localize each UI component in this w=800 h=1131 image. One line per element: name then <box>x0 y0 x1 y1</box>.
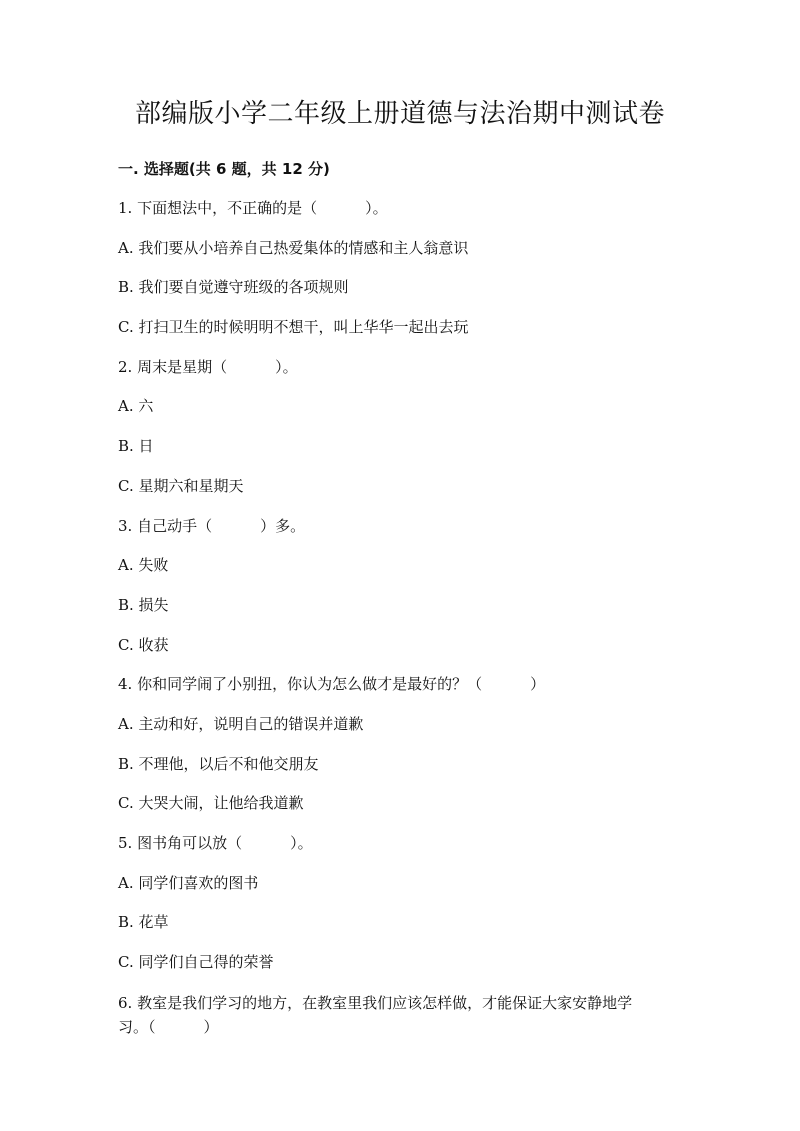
question-3-option-b: B. 损失 <box>118 595 169 614</box>
question-2-option-a: A. 六 <box>118 397 154 416</box>
question-2-option-c: C. 星期六和星期天 <box>118 476 244 495</box>
question-stem-text: 习。（ <box>118 1017 156 1036</box>
question-3-option-a: A. 失败 <box>118 556 169 575</box>
question-stem-line2 <box>118 1015 682 1039</box>
question-1-stem <box>118 197 682 219</box>
question-4-option-b: B. 不理他，以后不和他交朋友 <box>118 754 319 773</box>
question-stem-text: ）。 <box>365 199 388 217</box>
question-stem-text: ） <box>203 1017 219 1036</box>
question-stem-text: 4. 你和同学闹了小别扭，你认为怎么做才是最好的？（ <box>118 675 483 694</box>
question-5-option-b: B. 花草 <box>118 913 169 932</box>
page-title: 部编版小学二年级上册道德与法治期中测试卷 <box>134 99 665 129</box>
question-4-stem <box>118 673 682 695</box>
question-3-stem <box>118 515 682 537</box>
question-1-option-a: A. 我们要从小培养自己热爱集体的情感和主人翁意识 <box>118 238 469 257</box>
section-heading: 一. 选择题(共 6 题，共 12 分) <box>118 160 330 178</box>
question-stem-text: ） <box>530 675 546 694</box>
question-5-option-c: C. 同学们自己得的荣誉 <box>118 953 274 972</box>
question-stem-text: ）多。 <box>260 516 306 535</box>
question-1-option-b: B. 我们要自觉遵守班级的各项规则 <box>118 278 349 297</box>
question-2-stem <box>118 356 682 378</box>
question-6-stem <box>118 991 682 1039</box>
question-3-option-c: C. 收获 <box>118 635 169 654</box>
question-1-option-c: C. 打扫卫生的时候明明不想干，叫上华华一起出去玩 <box>118 318 469 337</box>
question-stem-text: ）。 <box>275 357 298 376</box>
question-4-option-c: C. 大哭大闹，让他给我道歉 <box>118 794 304 813</box>
question-stem-text: ）。 <box>290 834 313 852</box>
question-5-stem <box>118 832 682 854</box>
question-2-option-b: B. 日 <box>118 437 154 456</box>
question-4-option-a: A. 主动和好，说明自己的错误并道歉 <box>118 714 364 733</box>
question-stem-text: 3. 自己动手（ <box>118 516 213 535</box>
question-stem-text: 1. 下面想法中，不正确的是（ <box>118 199 318 217</box>
question-stem-text: 2. 周末是星期（ <box>118 357 228 376</box>
question-stem-text: 5. 图书角可以放（ <box>118 834 243 852</box>
question-stem-text: 6. 教室是我们学习的地方，在教室里我们应该怎样做，才能保证大家安静地学 <box>118 993 633 1012</box>
question-5-option-a: A. 同学们喜欢的图书 <box>118 873 259 892</box>
